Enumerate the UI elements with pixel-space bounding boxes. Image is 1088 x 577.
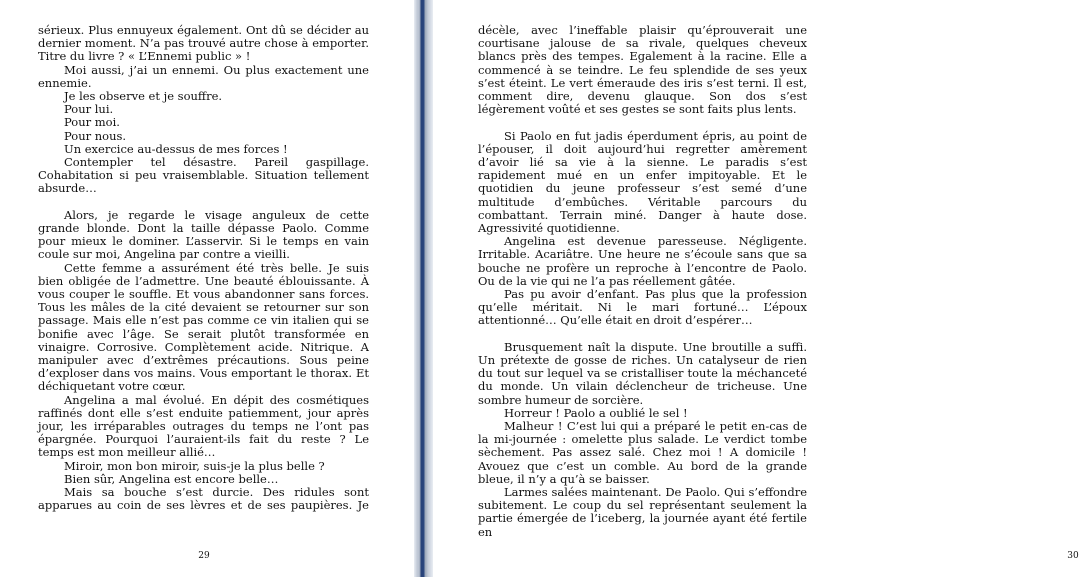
paragraph: Angelina est devenue paresseuse. Négligente. Irritable. Acariâtre. Une heure ne s’écoule sans que sa bouche ne profère un reproche à l’encontre de Paolo. Ou de la vie qui ne l’a pas réellement gâtée. bbox=[478, 234, 807, 288]
paragraph: décèle, avec l’ineffable plaisir qu’éprouverait une courtisane jalouse de sa rivale, quelques cheveux blancs près des tempes. Egalement à la racine. Elle a commencé à se teindre. Le feu splendide de ses yeux s’est éteint. Le vert émeraude des iris s’est terni. Il est, comment dire, devenu glauque. Son dos s’est légèrement voûté et ses gestes se sont faits plus lents. bbox=[478, 23, 807, 117]
paragraph: Pour moi. bbox=[64, 115, 120, 130]
right-page bbox=[433, 0, 1079, 577]
paragraph: Si Paolo en fut jadis éperdument épris, au point de l’épouser, il doit aujourd’hui regretter amèrement d’avoir lié sa vie à la sienne. Le paradis s’est rapidement mué en un enfer impitoyable. Et le quotidien du jeune professeur s’est semé d’une multitude d’embûches. Véritable parcours du combattant. Terrain miné. Danger à haute dose. Agressivité quotidienne. bbox=[478, 128, 807, 236]
paragraph: Pour nous. bbox=[64, 128, 127, 143]
paragraph: Contempler tel désastre. Pareil gaspillage. Cohabitation si peu vraisemblable. Situation tellement absurde… bbox=[38, 155, 369, 196]
paragraph: Pour lui. bbox=[64, 102, 114, 117]
book-spine bbox=[414, 0, 433, 577]
right-page-text bbox=[478, 24, 807, 539]
paragraph: Mais sa bouche s’est durcie. Des ridules sont apparues au coin de ses lèvres et de ses paupières. Je bbox=[38, 485, 369, 513]
paragraph: Je les observe et je souffre. bbox=[64, 89, 223, 104]
paragraph: Larmes salées maintenant. De Paolo. Qui s’effondre subitement. Le coup du sel représentant seulement la partie émergée de l’iceberg, la journée ayant été fertile en bbox=[478, 485, 807, 539]
paragraph: Malheur ! C’est lui qui a préparé le petit en-cas de la mi-journée : omelette plus salade. Le verdict tombe sèchement. Pas assez salé. Chez moi ! A domicile ! Avouez que c’est un comble. Au bord de la grande bleue, il n’y a qu’à se baisser. bbox=[478, 419, 807, 486]
left-page-number: 29 bbox=[198, 551, 210, 561]
paragraph: Horreur ! Paolo a oublié le sel ! bbox=[504, 405, 688, 420]
paragraph: Brusquement naît la dispute. Une broutille a suffi. Un prétexte de gosse de riches. Un catalyseur de rien du tout sur lequel va se cristalliser toute la méchanceté du monde. Un vilain déclencheur de tricheuse. Une sombre humeur de sorcière. bbox=[478, 339, 807, 407]
paragraph: sérieux. Plus ennuyeux également. Ont dû se décider au dernier moment. N’a pas trouvé autre chose à emporter. Titre du livre ? « L’Ennemi public » ! bbox=[38, 23, 369, 64]
paragraph: Un exercice au-dessus de mes forces ! bbox=[64, 141, 288, 156]
paragraph: Moi aussi, j’ai un ennemi. Ou plus exactement une ennemie. bbox=[38, 62, 369, 90]
paragraph: Angelina a mal évolué. En dépit des cosmétiques raffinés dont elle s’est enduite patiemment, jour après jour, les irréparables outrages du temps ne l’ont pas épargnée. Pourquoi l’auraient-ils fait du reste ? Le temps est mon meilleur allié… bbox=[38, 392, 369, 460]
paragraph: Cette femme a assurément été très belle. Je suis bien obligée de l’admettre. Une beauté éblouissante. À vous couper le souffle. Et vous abandonner sans forces. Tous les mâles de la cité devaient se retourner sur son passage. Mais elle n’est pas comme ce vin italien qui se bonifie avec l’âge. Se serait plutôt transformée en vinaigre. Corrosive. Complètement acide. Nitrique. A manipuler avec d’extrêmes précautions. Sous peine d’exploser dans vos mains. Vous emportant le thorax. Et déchiquetant votre cœur. bbox=[38, 260, 369, 394]
right-page-number: 30 bbox=[1067, 551, 1079, 561]
paragraph: Bien sûr, Angelina est encore belle… bbox=[64, 471, 279, 486]
left-page-text bbox=[38, 24, 369, 513]
paragraph: Pas pu avoir d’enfant. Pas plus que la profession qu’elle méritait. Ni le mari fortuné… L’époux attentionné… Qu’elle était en droit d’espérer… bbox=[478, 287, 807, 328]
left-page bbox=[0, 0, 414, 577]
paragraph: Miroir, mon bon miroir, suis-je la plus belle ? bbox=[64, 458, 325, 473]
paragraph: Alors, je regarde le visage anguleux de cette grande blonde. Dont la taille dépasse Paolo. Comme pour mieux le dominer. L’asservir. Si le temps en vain coule sur moi, Angelina par contre a vieilli. bbox=[38, 207, 369, 262]
